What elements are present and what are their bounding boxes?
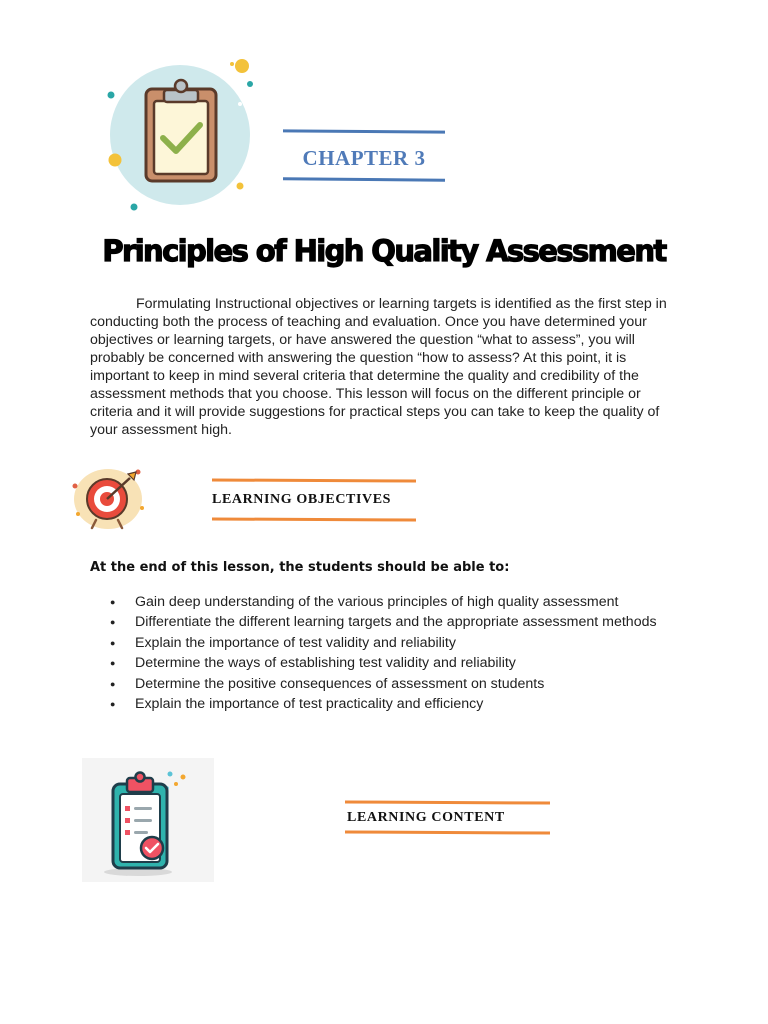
chapter-rule-top [283,129,445,133]
chapter-rule-bottom [283,177,445,181]
page-title: Principles of High Quality Assessment [102,234,666,268]
list-item: ● Differentiate the different learning targets and the appropriate assessment methods [108,612,668,632]
target-icon [70,464,148,532]
list-item: ● Determine the positive consequences of assessment on students [108,674,668,694]
intro-text: Formulating Instructional objectives or learning targets is identified as the first step in conducting both the process of teaching and evaluation. Once you have determined your objectives or learning targets, or have answered the question “what to assess”, you will probably be concerned with answering the question “how to assess? At this point, it is important to keep in mind several criteria that determine the quality and credibility of the assessment methods that you choose. This lesson will focus on the different principle or criteria and it will provide suggestions for practical steps you can take to keep the quality of your assessment high. [90,296,667,438]
list-item: ● Explain the importance of test practicality and efficiency [108,694,668,714]
clipboard-check-icon [104,56,264,216]
list-item: ● Determine the ways of establishing test validity and reliability [108,653,668,673]
content-rule-bottom [345,830,550,834]
intro-paragraph [90,295,682,439]
list-item: ● Gain deep understanding of the various principles of high quality assessment [108,592,668,612]
content-heading: LEARNING CONTENT [347,810,505,825]
objectives-lead: At the end of this lesson, the students should be able to: [90,560,510,575]
objectives-list [108,592,668,714]
content-rule-top [345,800,550,804]
objectives-rule-top [212,478,416,482]
objectives-rule-bottom [212,517,416,521]
checklist-clipboard-icon [82,758,214,882]
chapter-label: CHAPTER 3 [302,146,426,170]
list-item: ● Explain the importance of test validity and reliability [108,633,668,653]
objectives-heading: LEARNING OBJECTIVES [212,492,392,507]
